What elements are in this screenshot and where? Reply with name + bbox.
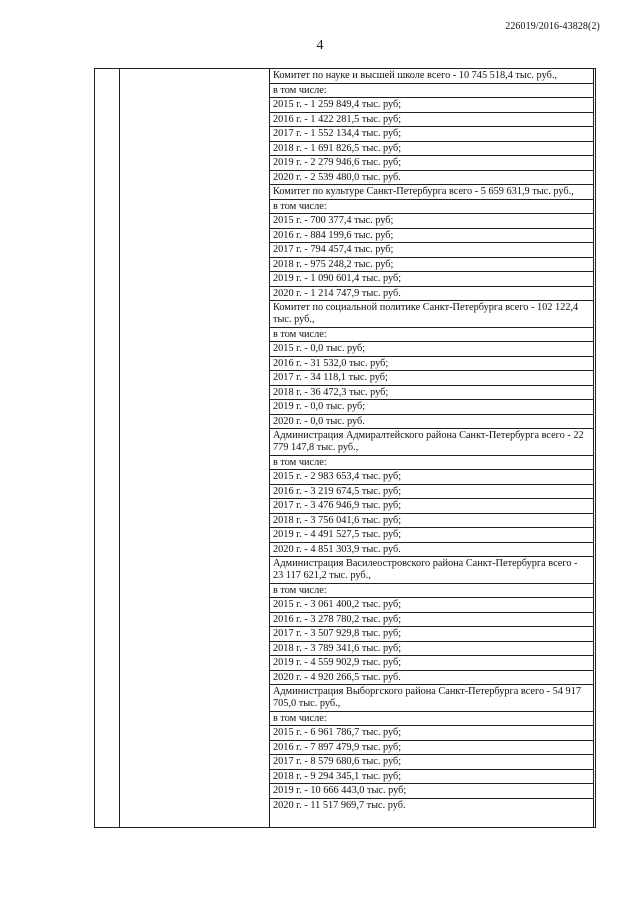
table-row: 2020 г. - 11 517 969,7 тыс. руб. (273, 799, 406, 811)
table-row: 2015 г. - 0,0 тыс. руб; (270, 342, 593, 357)
table-row: 2017 г. - 34 118,1 тыс. руб; (270, 371, 593, 386)
page-number: 4 (316, 38, 324, 53)
table-row: 2018 г. - 975 248,2 тыс. руб; (270, 258, 593, 273)
table-row: 2020 г. - 0,0 тыс. руб. (270, 415, 593, 430)
table-row: 2018 г. - 9 294 345,1 тыс. руб; (270, 770, 593, 785)
table-row: Администрация Выборгского района Санкт-Петербурга всего - 54 917 705,0 тыс. руб., (270, 685, 593, 712)
table-row: 2015 г. - 2 983 653,4 тыс. руб; (270, 470, 593, 485)
table-row: 2020 г. - 2 539 480,0 тыс. руб. (270, 171, 593, 186)
table-row: Администрация Василеостровского района Санкт-Петербурга всего - 23 117 621,2 тыс. руб., (270, 557, 593, 584)
table-row: в том числе: (270, 584, 593, 599)
table-row: Администрация Адмиралтейского района Санкт-Петербурга всего - 22 779 147,8 тыс. руб., (270, 429, 593, 456)
table-row: 2016 г. - 3 219 674,5 тыс. руб; (270, 485, 593, 500)
table-row: 2016 г. - 31 532,0 тыс. руб; (270, 357, 593, 372)
table-row: 2015 г. - 700 377,4 тыс. руб; (270, 214, 593, 229)
budget-table (94, 68, 596, 828)
table-row: 2017 г. - 794 457,4 тыс. руб; (270, 243, 593, 258)
table-row: 2016 г. - 3 278 780,2 тыс. руб; (270, 613, 593, 628)
table-row: 2017 г. - 1 552 134,4 тыс. руб; (270, 127, 593, 142)
table-row: 2018 г. - 36 472,3 тыс. руб; (270, 386, 593, 401)
table-row: 2018 г. - 3 756 041,6 тыс. руб; (270, 514, 593, 529)
table-row: в том числе: (270, 712, 593, 727)
column-divider-1 (119, 69, 120, 827)
document-id: 226019/2016-43828(2) (505, 21, 600, 32)
table-row: 2019 г. - 0,0 тыс. руб; (270, 400, 593, 415)
table-row: 2016 г. - 1 422 281,5 тыс. руб; (270, 113, 593, 128)
table-row: 2015 г. - 3 061 400,2 тыс. руб; (270, 598, 593, 613)
table-row: в том числе: (270, 200, 593, 215)
table-row: Комитет по культуре Санкт-Петербурга всего - 5 659 631,9 тыс. руб., (270, 185, 593, 200)
table-row: 2016 г. - 884 199,6 тыс. руб; (270, 229, 593, 244)
table-row: 2018 г. - 3 789 341,6 тыс. руб; (270, 642, 593, 657)
table-row: 2017 г. - 3 507 929,8 тыс. руб; (270, 627, 593, 642)
table-row: Комитет по социальной политике Санкт-Петербурга всего - 102 122,4 тыс. руб., (270, 301, 593, 328)
table-row: в том числе: (270, 328, 593, 343)
table-row: 2020 г. - 1 214 747,9 тыс. руб. (270, 287, 593, 302)
table-row: Комитет по науке и высшей школе всего - 10 745 518,4 тыс. руб., (270, 69, 593, 84)
table-row: 2015 г. - 1 259 849,4 тыс. руб; (270, 98, 593, 113)
table-row: 2016 г. - 7 897 479,9 тыс. руб; (270, 741, 593, 756)
table-rows (270, 69, 593, 813)
table-row: в том числе: (270, 84, 593, 99)
table-row: 2017 г. - 8 579 680,6 тыс. руб; (270, 755, 593, 770)
column-divider-3 (593, 69, 594, 827)
table-row: 2020 г. - 4 920 266,5 тыс. руб. (270, 671, 593, 686)
table-row: в том числе: (270, 456, 593, 471)
table-row: 2018 г. - 1 691 826,5 тыс. руб; (270, 142, 593, 157)
table-row: 2019 г. - 4 559 902,9 тыс. руб; (270, 656, 593, 671)
table-row: 2015 г. - 6 961 786,7 тыс. руб; (270, 726, 593, 741)
table-row: 2019 г. - 10 666 443,0 тыс. руб; (270, 784, 593, 799)
table-row: 2019 г. - 4 491 527,5 тыс. руб; (270, 528, 593, 543)
table-row: 2020 г. - 4 851 303,9 тыс. руб. (270, 543, 593, 558)
table-row: 2017 г. - 3 476 946,9 тыс. руб; (270, 499, 593, 514)
table-row: 2019 г. - 1 090 601,4 тыс. руб; (270, 272, 593, 287)
table-row: 2019 г. - 2 279 946,6 тыс. руб; (270, 156, 593, 171)
